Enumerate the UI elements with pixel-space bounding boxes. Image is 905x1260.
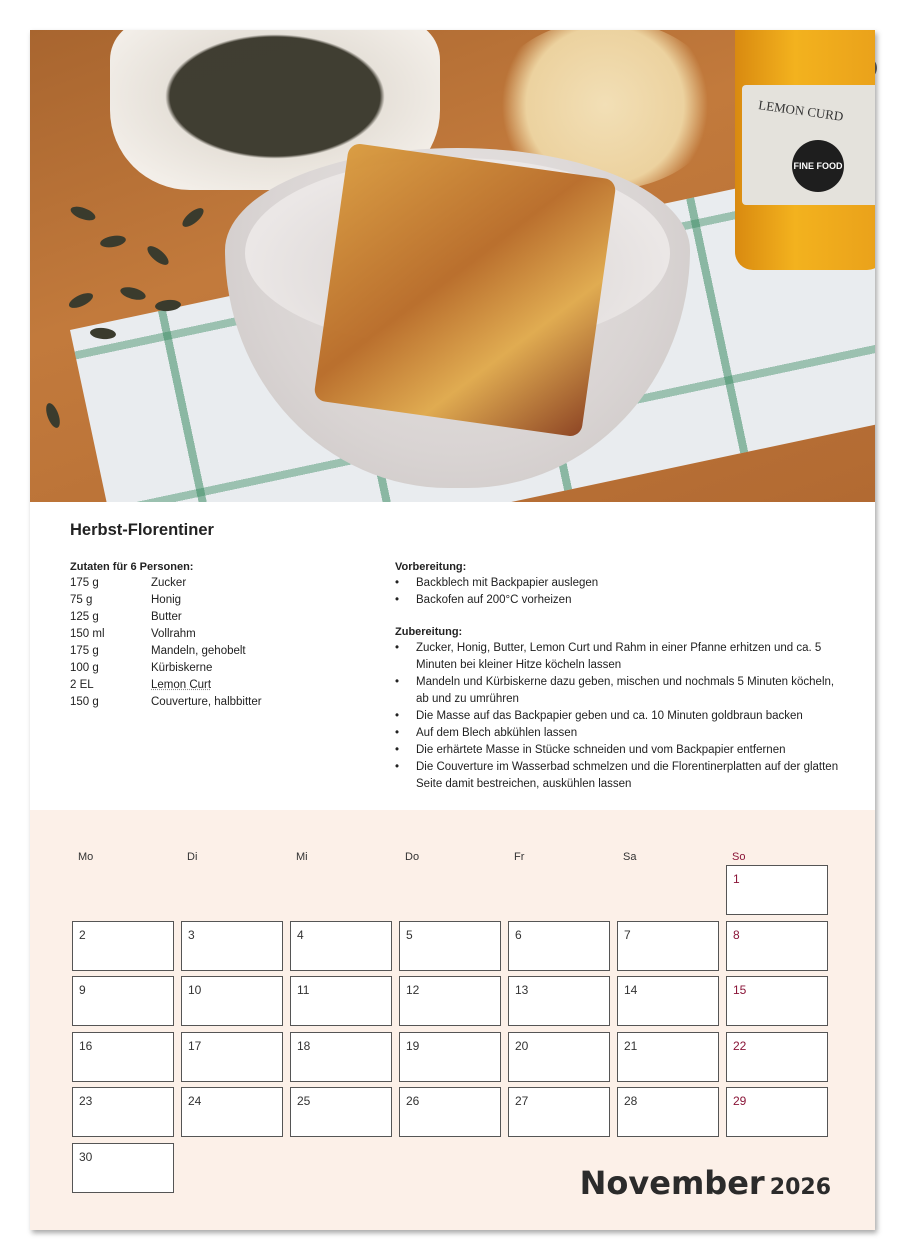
day-cell[interactable] (72, 976, 174, 1026)
ingredient-amount: 125 g (70, 611, 99, 623)
day-number: 21 (624, 1038, 638, 1053)
weekday-label: Mo (78, 851, 94, 863)
ingredient-row (70, 628, 370, 644)
recipe-title: Herbst-Florentiner (70, 521, 214, 539)
day-cell[interactable] (399, 1032, 501, 1082)
method-step: • Mandeln und Kürbiskerne dazu geben, mischen und nochmals 5 Minuten köcheln, ab und zu umrühren (416, 674, 845, 708)
florentiner-pieces (313, 142, 617, 437)
day-cell[interactable] (290, 1087, 392, 1137)
day-cell[interactable] (726, 1087, 828, 1137)
ingredient-name: Vollrahm (151, 628, 196, 640)
day-cell[interactable] (399, 976, 501, 1026)
weekday-label: Do (405, 851, 420, 863)
day-cell[interactable] (72, 1087, 174, 1137)
year: 2026 (769, 1175, 831, 1200)
pumpkin-seed (99, 234, 127, 249)
day-number: 23 (79, 1094, 93, 1109)
preparation-list (395, 575, 845, 609)
day-number: 17 (188, 1038, 202, 1053)
preparation-step: • Backofen auf 200°C vorheizen (416, 592, 845, 609)
month-year-title (580, 1164, 831, 1202)
method-step: • Die Masse auf das Backpapier geben und ca. 10 Minuten goldbraun backen (416, 708, 845, 725)
day-number: 7 (624, 927, 631, 942)
ingredient-row (70, 577, 370, 593)
method-list (395, 640, 845, 793)
day-number: 28 (624, 1094, 638, 1109)
pumpkin-seed (43, 401, 62, 429)
day-cell[interactable] (181, 921, 283, 971)
day-number: 11 (297, 983, 310, 998)
pumpkin-seed (67, 290, 95, 311)
calendar-page (30, 30, 875, 1230)
day-cell[interactable] (181, 1087, 283, 1137)
day-number: 18 (297, 1038, 311, 1053)
day-number: 15 (733, 983, 747, 998)
pumpkin-seed (69, 204, 97, 223)
weekday-label: Sa (623, 851, 637, 863)
day-number: 1 (733, 872, 740, 886)
day-cell[interactable] (508, 921, 610, 971)
day-number: 4 (297, 927, 304, 942)
weekday-label: Fr (514, 851, 525, 863)
method-step: • Zucker, Honig, Butter, Lemon Curt und Rahm in einer Pfanne erhitzen und ca. 5 Minuten bei kleiner Hitze köcheln lassen (416, 640, 845, 674)
day-cell[interactable] (726, 976, 828, 1026)
day-number: 24 (188, 1094, 202, 1109)
ingredient-amount: 150 g (70, 696, 99, 708)
day-cell[interactable] (290, 976, 392, 1026)
instructions-column (395, 561, 845, 793)
day-number: 5 (406, 927, 413, 942)
day-number: 30 (79, 1150, 93, 1164)
recipe-photo (30, 30, 875, 502)
day-cell[interactable] (617, 1087, 719, 1137)
ingredient-row (70, 645, 370, 661)
day-number: 19 (406, 1038, 420, 1053)
day-number: 10 (188, 983, 202, 998)
day-cell[interactable] (617, 1032, 719, 1082)
day-number: 6 (515, 927, 522, 942)
method-step: • Auf dem Blech abkühlen lassen (416, 725, 845, 742)
day-cell[interactable] (617, 976, 719, 1026)
day-cell[interactable] (726, 865, 828, 915)
ingredient-name: Lemon Curt (151, 679, 212, 691)
ingredient-row (70, 696, 370, 712)
day-cell[interactable] (508, 976, 610, 1026)
day-cell[interactable] (72, 921, 174, 971)
day-cell[interactable] (508, 1032, 610, 1082)
pumpkin-seed (145, 243, 172, 268)
day-number: 16 (79, 1038, 93, 1053)
day-number: 29 (733, 1094, 747, 1109)
ingredient-row (70, 662, 370, 678)
day-cell[interactable] (181, 976, 283, 1026)
ingredient-name: Kürbiskerne (151, 662, 213, 674)
ingredient-row (70, 611, 370, 627)
day-number: 3 (188, 927, 195, 942)
day-cell[interactable] (72, 1032, 174, 1082)
day-cell[interactable] (726, 1032, 828, 1082)
jar-brand-badge (792, 140, 844, 192)
pumpkin-seed (119, 285, 147, 302)
day-cell[interactable] (181, 1032, 283, 1082)
day-cell[interactable] (399, 921, 501, 971)
ingredient-amount: 150 ml (70, 628, 105, 640)
ingredient-amount: 175 g (70, 577, 99, 589)
day-number: 27 (515, 1094, 529, 1109)
day-number: 25 (297, 1094, 311, 1109)
day-cell[interactable] (399, 1087, 501, 1137)
method-step: • Die erhärtete Masse in Stücke schneiden und vom Backpapier entfernen (416, 742, 845, 759)
pumpkin-seed (180, 205, 207, 230)
ingredient-name: Butter (151, 611, 182, 623)
ingredient-row (70, 679, 370, 695)
day-number: 8 (733, 927, 740, 942)
weekday-label: Di (187, 851, 198, 863)
day-number: 12 (406, 983, 420, 998)
ingredient-amount: 175 g (70, 645, 99, 657)
ingredient-amount: 2 EL (70, 679, 94, 691)
ingredient-name: Couverture, halbbitter (151, 696, 262, 708)
weekday-label: So (732, 851, 746, 863)
ingredient-amount: 100 g (70, 662, 99, 674)
weekday-label: Mi (296, 851, 308, 863)
day-cell[interactable] (508, 1087, 610, 1137)
day-cell[interactable] (72, 1143, 174, 1193)
day-number: 9 (79, 983, 86, 998)
day-number: 14 (624, 983, 638, 998)
day-cell[interactable] (726, 921, 828, 971)
day-cell[interactable] (290, 1032, 392, 1082)
day-cell[interactable] (617, 921, 719, 971)
jar-label (742, 85, 875, 205)
day-number: 20 (515, 1038, 529, 1053)
preparation-step: • Backblech mit Backpapier auslegen (416, 575, 845, 592)
ingredients-heading: Zutaten für 6 Personen: (70, 561, 194, 573)
ingredient-name: Honig (151, 594, 182, 606)
jar-label-text: LEMON CURD (757, 97, 845, 124)
ingredient-name: Zucker (151, 577, 187, 589)
ingredient-name: Mandeln, gehobelt (151, 645, 246, 657)
day-number: 22 (733, 1038, 747, 1053)
jar-brand-text: FINE FOOD (793, 161, 843, 171)
preparation-heading: Vorbereitung: (395, 561, 467, 573)
ingredient-row (70, 594, 370, 610)
day-number: 13 (515, 983, 529, 998)
day-cell[interactable] (290, 921, 392, 971)
day-number: 26 (406, 1094, 420, 1109)
method-heading: Zubereitung: (395, 626, 463, 638)
day-number: 2 (79, 927, 86, 942)
ingredient-amount: 75 g (70, 594, 93, 606)
month-name: November (579, 1164, 765, 1202)
method-step: • Die Couverture im Wasserbad schmelzen und die Florentinerplatten auf der glatten Seite damit bestreichen, auskühlen lassen (416, 759, 845, 793)
